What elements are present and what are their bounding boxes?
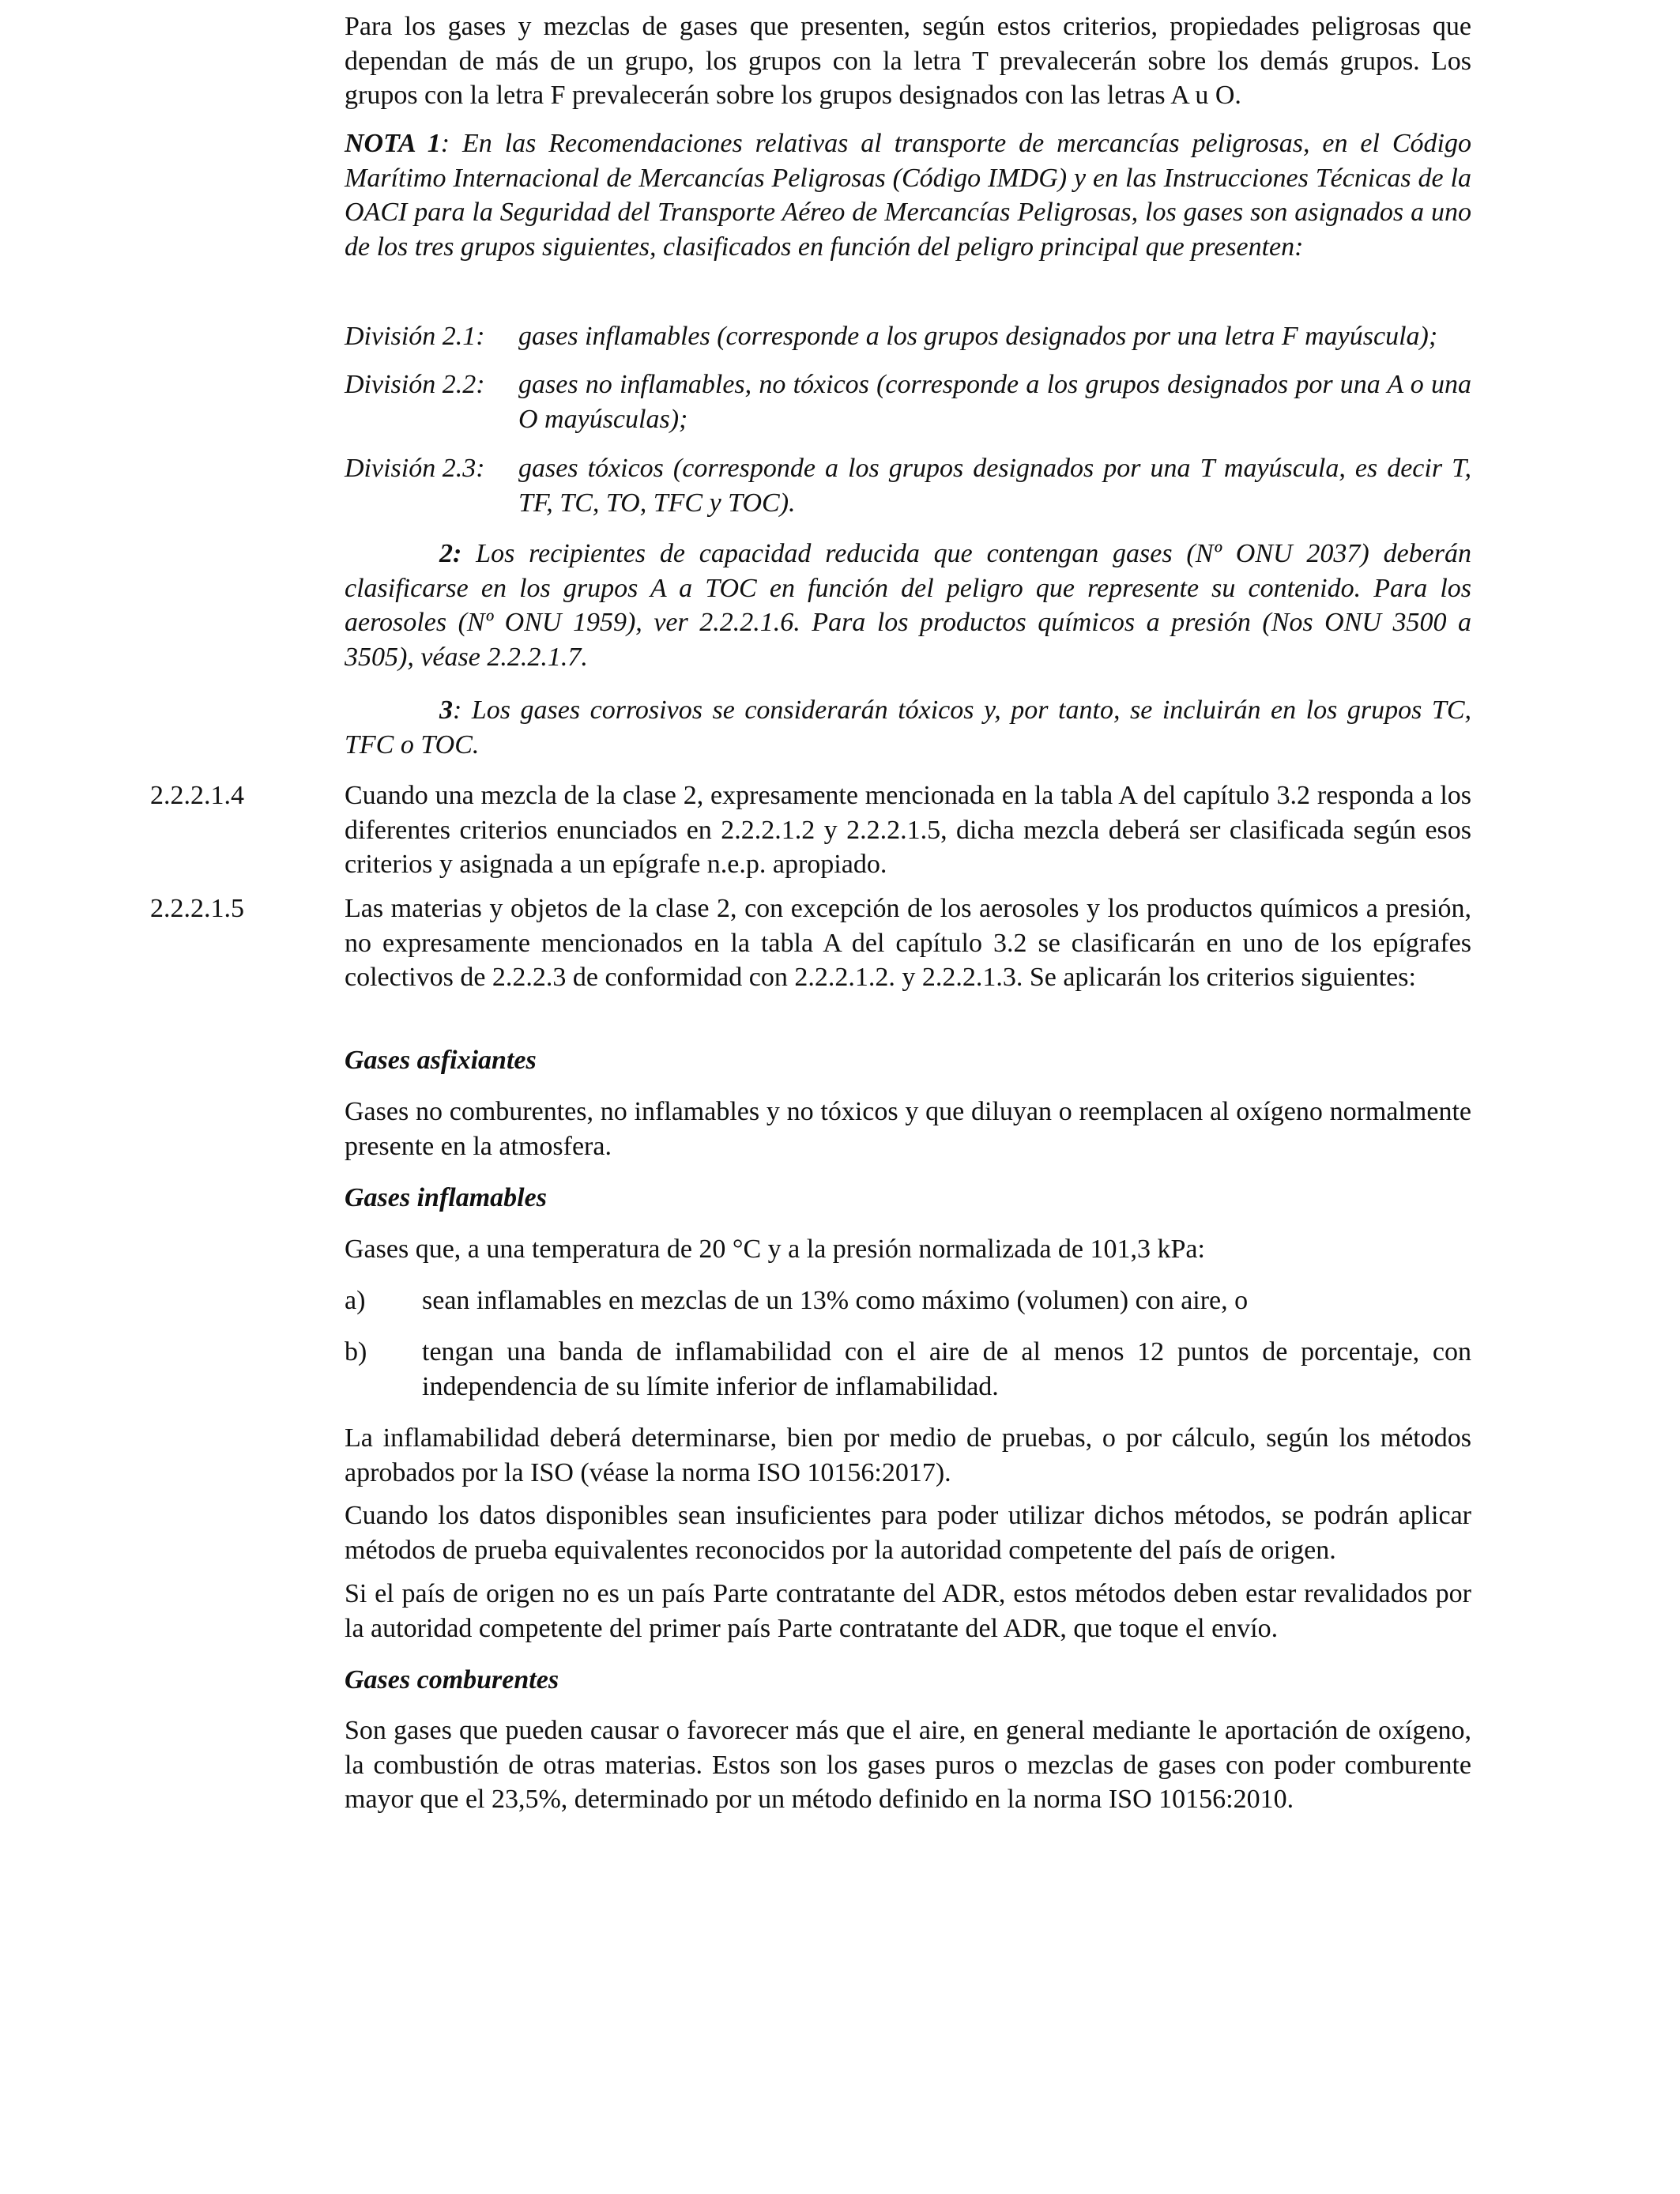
heading-gases-inflamables: Gases inflamables xyxy=(345,1183,547,1212)
nota1-text: : En las Recomendaciones relativas al transporte de mercancías peligrosas, en el Código Marítimo Internacional de Mercancías Peligrosas (Código IMDG) y en las Instrucciones Técnicas de la OACI para la Seguridad del Transporte Aéreo de Mercancías Peligrosas, los gases son asignados a uno de los tres grupos siguientes, clasificados en función del peligro principal que presenten: xyxy=(345,129,1471,262)
intro-paragraph xyxy=(345,9,1471,113)
nota3-text: : Los gases corrosivos se considerarán tóxicos y, por tanto, se incluirán en los grupos TC, TFC o TOC. xyxy=(345,696,1471,760)
asfixiantes-text: Gases no comburentes, no inflamables y no tóxicos y que diluyan o reemplacen al oxígeno normalmente presente en la atmosfera. xyxy=(345,1097,1471,1161)
inflamables-paragraph-3: Si el país de origen no es un país Parte contratante del ADR, estos métodos deben estar revalidados por la autoridad competente del primer país Parte contratante del ADR, que toque el envío. xyxy=(345,1579,1471,1643)
section-2-2-2-1-5-text: Las materias y objetos de la clase 2, con excepción de los aerosoles y los productos químicos a presión, no expresamente mencionados en la tabla A del capítulo 3.2 se clasificarán en uno de los epígrafes colectivos de 2.2.2.3 de conformidad con 2.2.2.1.2. y 2.2.2.1.3. Se aplicarán los criterios siguientes: xyxy=(345,894,1471,992)
nota1-label: NOTA 1 xyxy=(345,129,441,158)
inflamables-paragraph-1: La inflamabilidad deberá determinarse, bien por medio de pruebas, o por cálculo, según los métodos aprobados por la ISO (véase la norma ISO 10156:2017). xyxy=(345,1423,1471,1487)
nota2-label: 2: xyxy=(439,539,462,568)
inflamables-intro: Gases que, a una temperatura de 20 °C y a la presión normalizada de 101,3 kPa: xyxy=(345,1235,1205,1264)
intro-text: Para los gases y mezclas de gases que presenten, según estos criterios, propiedades peligrosas que dependan de más de un grupo, los grupos con la letra T prevalecerán sobre los demás grupos. Los grupos con la letra F prevalecerán sobre los grupos designados con las letras A u O. xyxy=(345,12,1471,110)
division-label: División 2.1: xyxy=(345,322,485,351)
list-item-text: sean inflamables en mezclas de un 13% como máximo (volumen) con aire, o xyxy=(422,1286,1249,1315)
comburentes-text: Son gases que pueden causar o favorecer más que el aire, en general mediante le aportación de oxígeno, la combustión de otras materias. Estos son los gases puros o mezclas de gases con poder comburente mayor que el 23,5%, determinado por un método definido en la norma ISO 10156:2010. xyxy=(345,1716,1471,1814)
heading-gases-comburentes: Gases comburentes xyxy=(345,1665,559,1695)
nota3-paragraph xyxy=(345,693,1471,762)
nota3-label: 3 xyxy=(439,696,453,725)
list-item-text: tengan una banda de inflamabilidad con el aire de al menos 12 puntos de porcentaje, con independencia de su límite inferior de inflamabilidad. xyxy=(422,1337,1471,1401)
division-label: División 2.3: xyxy=(345,454,485,483)
division-text: gases inflamables (corresponde a los grupos designados por una letra F mayúscula); xyxy=(518,322,1438,351)
division-text: gases no inflamables, no tóxicos (corresponde a los grupos designados por una A o una O mayúsculas); xyxy=(518,370,1471,434)
inflamables-paragraph-2: Cuando los datos disponibles sean insuficientes para poder utilizar dichos métodos, se podrán aplicar métodos de prueba equivalentes reconocidos por la autoridad competente del país de origen. xyxy=(345,1501,1471,1565)
division-text: gases tóxicos (corresponde a los grupos designados por una T mayúscula, es decir T, TF, TC, TO, TFC y TOC). xyxy=(518,454,1471,518)
section-2-2-2-1-4-text: Cuando una mezcla de la clase 2, expresamente mencionada en la tabla A del capítulo 3.2 responda a los diferentes criterios enunciados en 2.2.2.1.2 y 2.2.2.1.5, dicha mezcla deberá ser clasificada según esos criterios y asignada a un epígrafe n.e.p. apropiado. xyxy=(345,781,1471,879)
nota2-paragraph xyxy=(345,537,1471,674)
list-marker: b) xyxy=(345,1337,367,1367)
list-marker: a) xyxy=(345,1286,366,1315)
section-number-2-2-2-1-5: 2.2.2.1.5 xyxy=(150,894,244,923)
heading-gases-asfixiantes: Gases asfixiantes xyxy=(345,1046,537,1075)
division-label: División 2.2: xyxy=(345,370,485,399)
section-number-2-2-2-1-4: 2.2.2.1.4 xyxy=(150,781,244,810)
nota2-text: Los recipientes de capacidad reducida que contengan gases (Nº ONU 2037) deberán clasificarse en los grupos A a TOC en función del peligro que represente su contenido. Para los aerosoles (Nº ONU 1959), ver 2.2.2.1.6. Para los productos químicos a presión (Nos ONU 3500 a 3505), véase 2.2.2.1.7. xyxy=(345,539,1471,672)
nota1-paragraph xyxy=(345,126,1471,264)
